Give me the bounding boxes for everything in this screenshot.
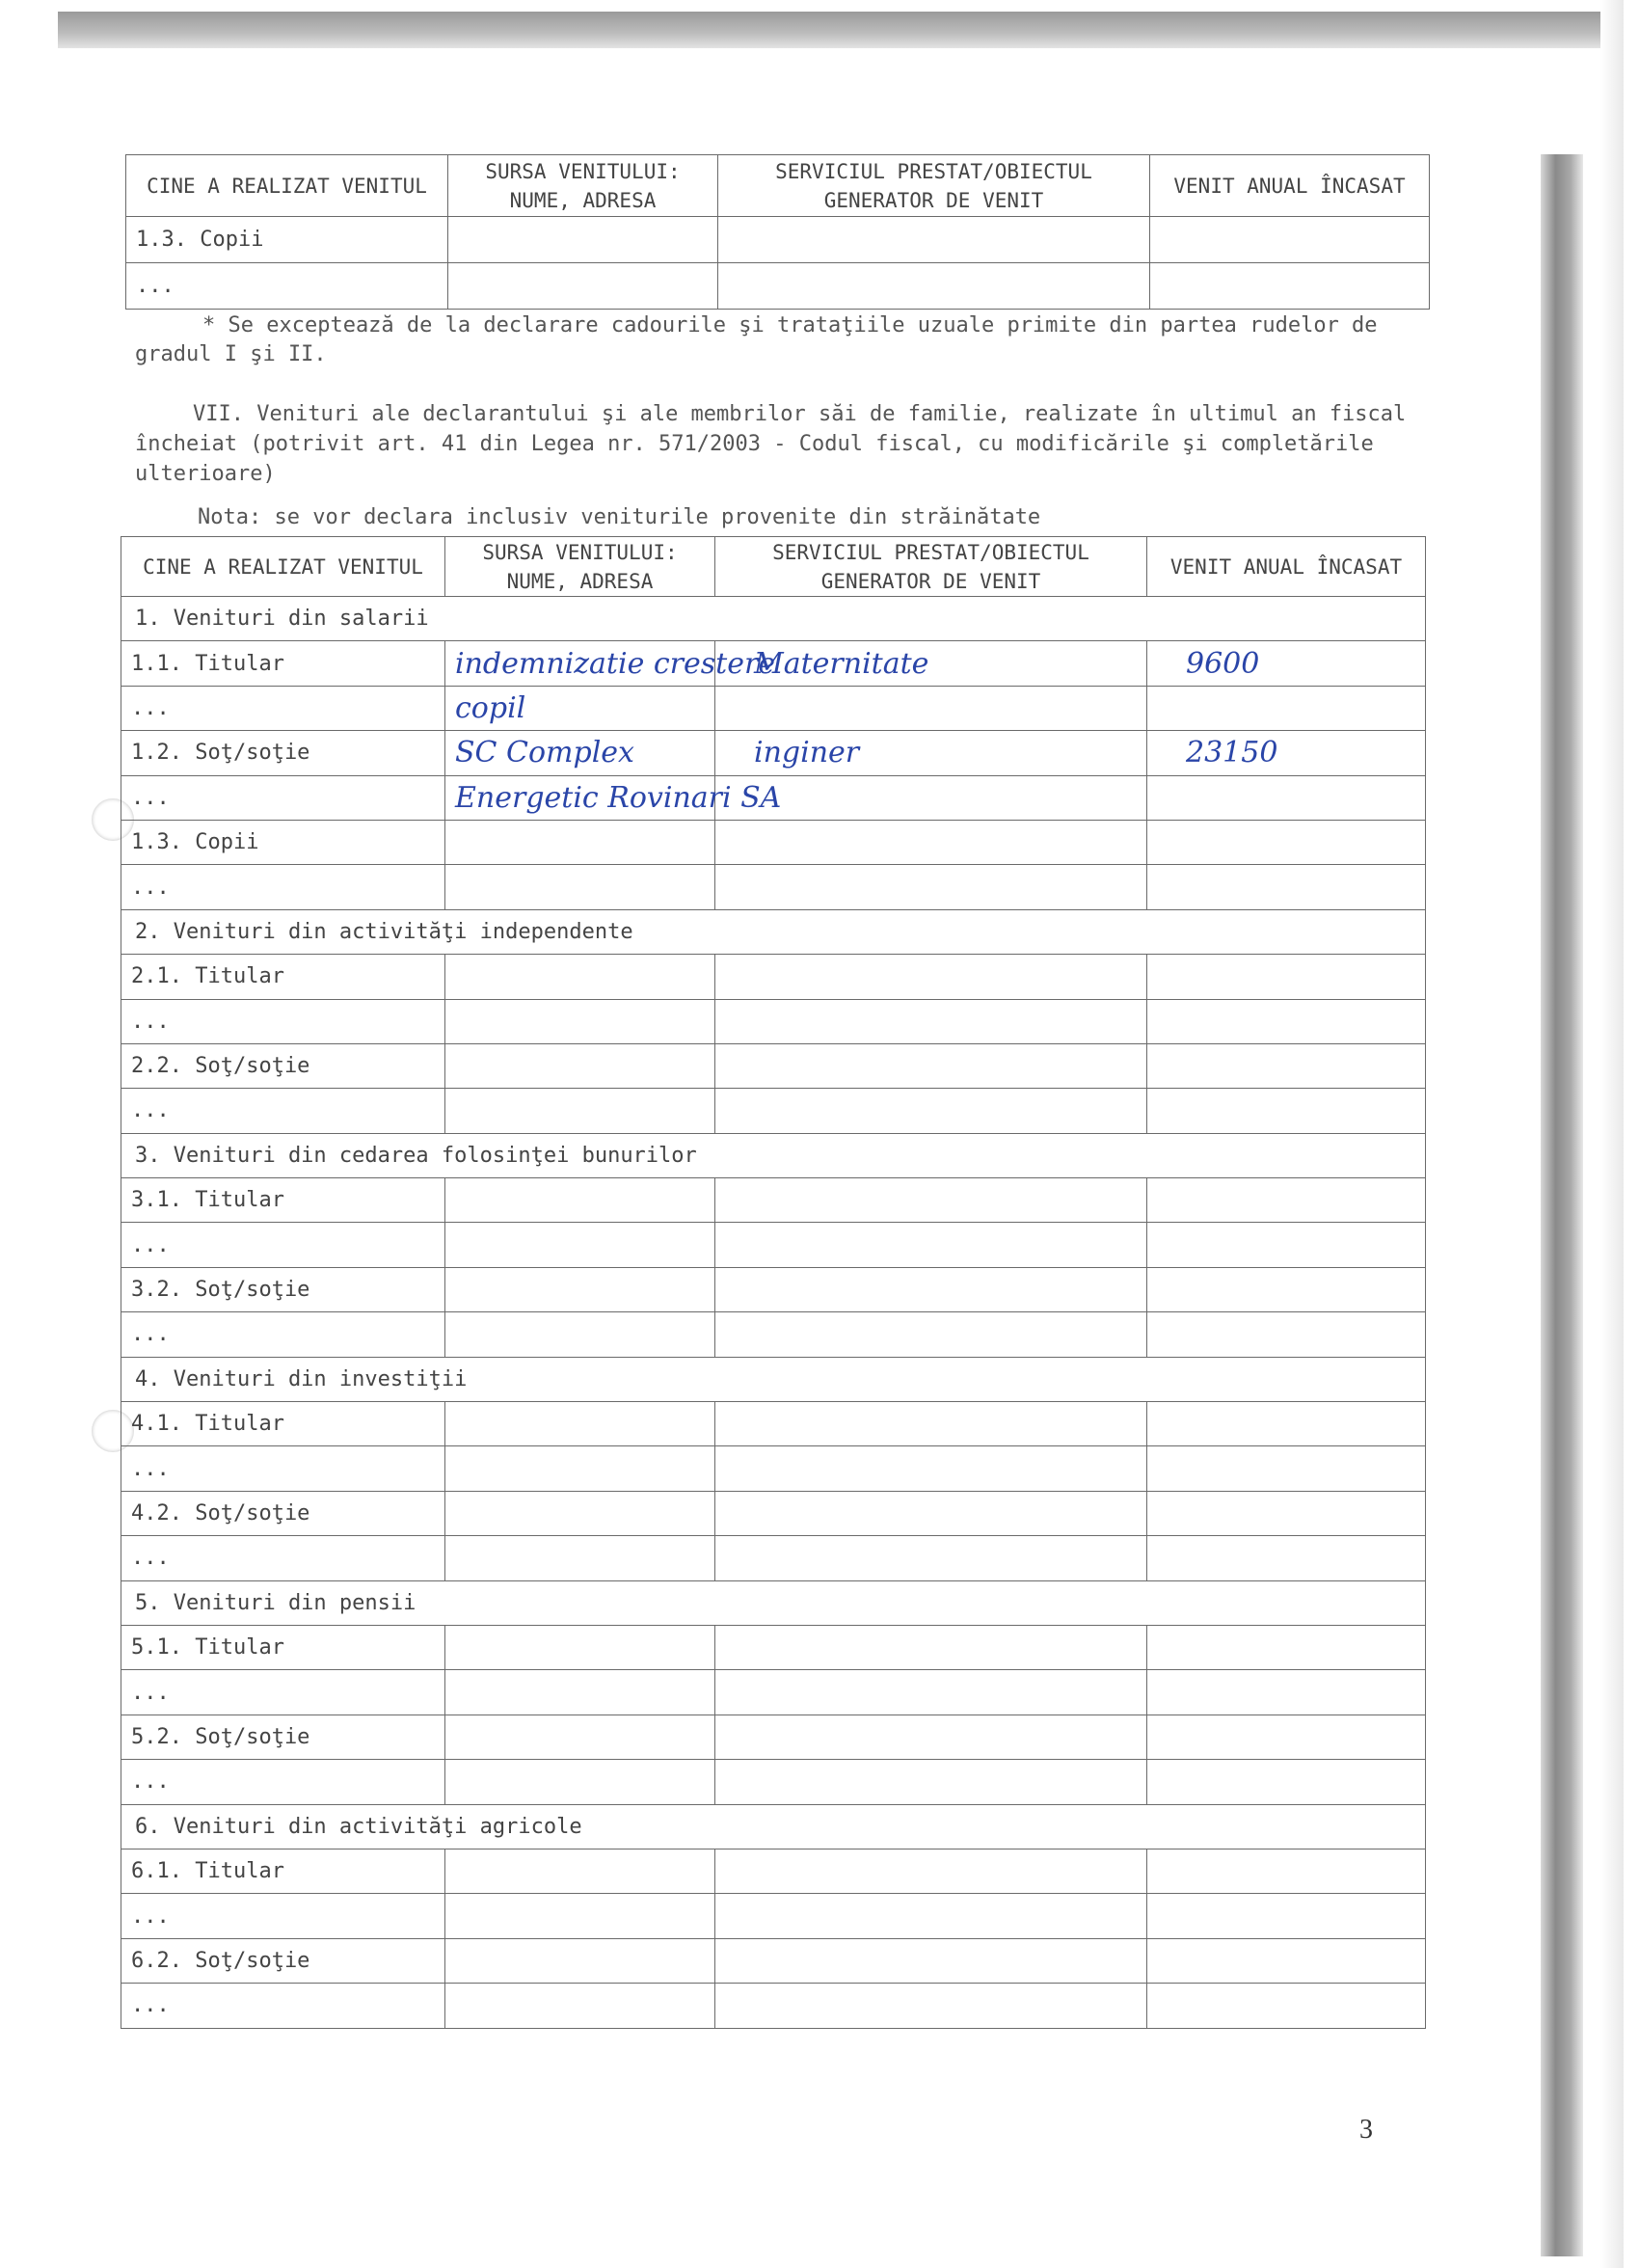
cell-source [445,1043,715,1088]
header-service: SERVICIUL PRESTAT/OBIECTUL GENERATOR DE VENIT [715,537,1147,597]
cell-amount [1147,1984,1426,2028]
table-row [121,1625,1426,1669]
cell-amount [1147,865,1426,909]
section-row [121,909,1426,954]
cell-amount [1150,217,1430,263]
header-service: SERVICIUL PRESTAT/OBIECTUL GENERATOR DE VENIT [718,155,1150,217]
row-label: 1.3. Copii [126,217,448,263]
table-row [121,1402,1426,1446]
table-row [121,641,1426,686]
section-row [121,1580,1426,1625]
cell-service-value [725,1228,754,1262]
cell-source [445,1938,715,1983]
cell-service [715,1849,1147,1893]
cell-amount-value [1157,1094,1186,1127]
cell-amount [1147,1760,1426,1804]
cell-amount-value [1157,781,1186,815]
cell-service-value [725,1273,754,1307]
cell-service-value [725,1407,754,1441]
cell-amount [1147,641,1426,686]
cell-service-value [725,1005,754,1039]
section-title: 2. Venituri din activităţi independente [121,909,1426,954]
header-who: CINE A REALIZAT VENITUL [121,537,445,597]
header-amount: VENIT ANUAL ÎNCASAT [1150,155,1430,217]
cell-amount-value [1157,825,1186,859]
row-label: 4.2. Soţ/soţie [121,1491,445,1535]
row-label: ... [121,1223,445,1267]
row-label: 6.2. Soţ/soţie [121,1938,445,1983]
table-row [121,865,1426,909]
header-source: SURSA VENITULUI: NUME, ADRESA [448,155,718,217]
cell-amount-value [1157,1497,1186,1530]
row-label: ... [121,686,445,730]
cell-service-value [725,781,754,815]
table-row [121,955,1426,999]
cell-source [445,1312,715,1357]
cell-amount-value [1157,1228,1186,1262]
cell-source [445,1894,715,1938]
table-row [121,1446,1426,1491]
cell-source-value: copil [455,690,526,725]
cell-source [445,955,715,999]
cell-service [715,1760,1147,1804]
cell-amount-value [1157,1049,1186,1083]
cell-service-value [725,1944,754,1978]
section-vii-title: VII. Venituri ale declarantului şi ale membrilor săi de familie, realizate în ultimul an fiscal încheiat (potrivit art. 41 din Legea nr. 571/2003 - Codul fiscal, cu modificările şi completările ulterioare) [135,402,1407,486]
cell-source-value: SC Complex [455,736,634,770]
cell-service [715,1043,1147,1088]
cell-amount-value: 9600 [1186,646,1260,681]
cell-service [715,1625,1147,1669]
cell-service-value [725,691,754,725]
section-title: 1. Venituri din salarii [121,597,1426,641]
section-title: 6. Venituri din activităţi agricole [121,1804,1426,1849]
table-row [121,1178,1426,1223]
cell-service [715,1223,1147,1267]
cell-source [445,1984,715,2028]
row-label: ... [121,865,445,909]
top-income-table [125,154,1430,310]
cell-service [715,641,1147,686]
section-title: 4. Venituri din investiţii [121,1357,1426,1401]
row-label: ... [121,1536,445,1580]
cell-amount [1147,1536,1426,1580]
cell-amount [1147,1446,1426,1491]
cell-service [715,1267,1147,1311]
section-vii-note: Nota: se vor declara inclusiv veniturile provenite din străinătate [198,505,1041,529]
table-row [121,1223,1426,1267]
cell-source [445,999,715,1043]
table-row [121,1938,1426,1983]
cell-service [715,1178,1147,1223]
row-label: ... [121,1446,445,1491]
table-row [121,686,1426,730]
table-row [121,1089,1426,1133]
cell-service-value: inginer [754,736,860,770]
cell-source-value: Energetic Rovinari SA [455,780,782,815]
cell-source [448,217,718,263]
cell-amount-value [1157,1541,1186,1575]
cell-amount-value [1157,1407,1186,1441]
section-row [121,597,1426,641]
cell-source [445,1223,715,1267]
row-label: ... [121,1984,445,2028]
cell-source [445,1402,715,1446]
cell-service-value [725,959,754,993]
cell-amount-value [1157,1900,1186,1933]
cell-service [715,1894,1147,1938]
row-label: 3.1. Titular [121,1178,445,1223]
table-row [121,1043,1426,1088]
cell-service [715,731,1147,775]
row-label: 5.2. Soţ/soţie [121,1714,445,1759]
cell-service [715,820,1147,864]
cell-service-value [725,1765,754,1798]
cell-amount-value [1157,1005,1186,1039]
cell-source [445,686,715,730]
cell-service-value [725,871,754,904]
row-label: 2.1. Titular [121,955,445,999]
footnote: * Se exceptează de la declarare cadourile şi trataţiile uzuale primite din partea rudelor de gradul I şi II. [135,313,1378,366]
cell-amount-value [1157,1988,1186,2022]
cell-service-value: Maternitate [754,646,929,681]
cell-amount-value: 23150 [1186,736,1278,770]
row-label: 1.3. Copii [121,820,445,864]
section-row [121,1133,1426,1177]
table-row [121,1894,1426,1938]
cell-amount [1150,263,1430,310]
cell-amount [1147,775,1426,820]
table-row [121,775,1426,820]
row-label: 5.1. Titular [121,1625,445,1669]
cell-source [445,641,776,686]
cell-source [448,263,718,310]
scan-top-shadow [58,12,1600,48]
cell-amount [1147,999,1426,1043]
cell-service [715,1446,1147,1491]
row-label: 3.2. Soţ/soţie [121,1267,445,1311]
row-label: ... [121,1894,445,1938]
cell-amount-value [1157,1452,1186,1486]
cell-source [445,820,715,864]
cell-amount [1147,1849,1426,1893]
cell-service-value [725,1317,754,1351]
cell-amount [1147,1043,1426,1088]
cell-source [445,1089,715,1133]
cell-source [445,1714,715,1759]
table-row [121,1267,1426,1311]
table-row [121,1491,1426,1535]
cell-service [715,1714,1147,1759]
cell-source [445,1491,715,1535]
table-row [121,1984,1426,2028]
cell-service [715,1089,1147,1133]
header-amount: VENIT ANUAL ÎNCASAT [1147,537,1426,597]
cell-amount [1147,1178,1426,1223]
table-row [121,1670,1426,1714]
cell-amount-value [1157,1854,1186,1888]
table-row [121,999,1426,1043]
cell-amount [1147,1894,1426,1938]
cell-service-value [725,1452,754,1486]
cell-service [715,1402,1147,1446]
cell-service [718,263,1150,310]
cell-service [715,865,1147,909]
cell-amount-value [1157,1317,1186,1351]
row-label: ... [121,1312,445,1357]
table-row [121,1760,1426,1804]
row-label: 1.1. Titular [121,641,445,686]
cell-amount [1147,1402,1426,1446]
cell-source [445,1760,715,1804]
cell-service [715,1491,1147,1535]
cell-amount-value [1157,1183,1186,1217]
cell-amount [1147,955,1426,999]
table-row [121,1312,1426,1357]
cell-amount [1147,1625,1426,1669]
row-label: 1.2. Soţ/soţie [121,731,445,775]
cell-service-value [725,1988,754,2022]
scan-right-edge [1600,0,1624,2268]
cell-source [445,1536,715,1580]
table-row [121,1849,1426,1893]
cell-service [715,1312,1147,1357]
row-label: ... [121,1670,445,1714]
cell-amount-value [1157,1631,1186,1664]
cell-source [445,731,715,775]
cell-amount [1147,686,1426,730]
cell-service [715,1938,1147,1983]
cell-source [445,1849,715,1893]
row-label: 2.2. Soţ/soţie [121,1043,445,1088]
cell-service-value [725,1676,754,1710]
cell-service-value [725,1854,754,1888]
row-label: ... [121,999,445,1043]
cell-amount [1147,1089,1426,1133]
cell-amount-value [1157,871,1186,904]
cell-source [445,775,782,820]
cell-service [715,999,1147,1043]
header-source: SURSA VENITULUI: NUME, ADRESA [445,537,715,597]
income-table [121,536,1426,2029]
cell-service-value [725,1720,754,1754]
cell-service-value [725,1541,754,1575]
row-label: ... [121,1760,445,1804]
table-row [121,731,1426,775]
cell-amount [1147,1670,1426,1714]
cell-service-value [725,825,754,859]
row-label: ... [121,1089,445,1133]
cell-source [445,1446,715,1491]
page-number: 3 [1359,2115,1373,2145]
cell-amount [1147,820,1426,864]
cell-service [715,955,1147,999]
cell-service [715,1536,1147,1580]
cell-amount-value [1157,691,1186,725]
cell-source-value: indemnizatie crestere [455,646,776,681]
cell-service-value [725,1049,754,1083]
cell-source [445,1625,715,1669]
cell-service-value [725,1094,754,1127]
row-label: 6.1. Titular [121,1849,445,1893]
cell-amount-value [1157,1676,1186,1710]
row-label: ... [126,263,448,310]
section-title: 5. Venituri din pensii [121,1580,1426,1625]
cell-service [715,686,1147,730]
cell-amount [1147,1223,1426,1267]
cell-amount [1147,731,1426,775]
row-label: ... [121,775,445,820]
row-label: 4.1. Titular [121,1402,445,1446]
cell-source [445,1178,715,1223]
cell-amount [1147,1267,1426,1311]
cell-source [445,1670,715,1714]
cell-service-value [725,1497,754,1530]
section-row [121,1804,1426,1849]
scan-right-shadow [1541,154,1583,2256]
cell-service [715,1670,1147,1714]
cell-service [718,217,1150,263]
cell-amount-value [1157,1944,1186,1978]
cell-amount [1147,1938,1426,1983]
cell-service [715,1984,1147,2028]
cell-amount [1147,1312,1426,1357]
table-row [121,820,1426,864]
cell-amount [1147,1714,1426,1759]
section-row [121,1357,1426,1401]
header-who: CINE A REALIZAT VENITUL [126,155,448,217]
cell-source [445,1267,715,1311]
cell-amount [1147,1491,1426,1535]
cell-service-value [725,1183,754,1217]
cell-source [445,865,715,909]
cell-service-value [725,1900,754,1933]
cell-amount-value [1157,1273,1186,1307]
table-row [121,1536,1426,1580]
table-row [121,1714,1426,1759]
cell-amount-value [1157,959,1186,993]
cell-service-value [725,1631,754,1664]
section-title: 3. Venituri din cedarea folosinţei bunurilor [121,1133,1426,1177]
cell-amount-value [1157,1720,1186,1754]
cell-amount-value [1157,1765,1186,1798]
